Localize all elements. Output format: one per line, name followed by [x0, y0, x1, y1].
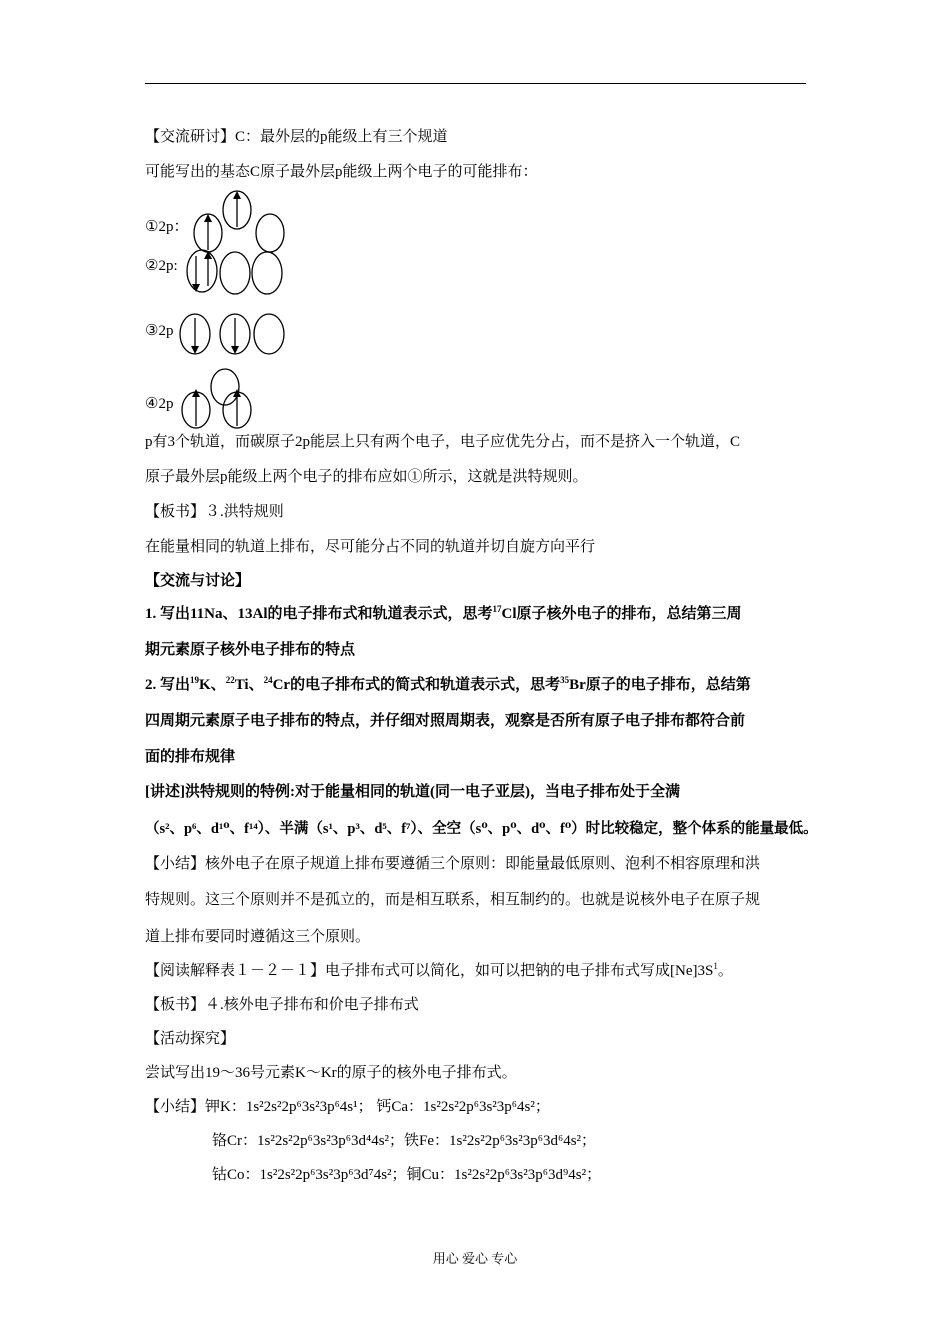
reading-line: 【阅读解释表１－２－１】电子排布式可以简化，如可以把钠的电子排布式写成$[Ne]3S^1$。 — [145, 961, 733, 979]
orbital-diagram-4 — [182, 369, 251, 428]
section-heading: 【交流与讨论】 — [145, 573, 251, 589]
config-line-2: 铬Cr：1s²2s²2p⁶3s²3p⁶3d⁴4s²；铁Fe：1s²2s²2p⁶3s²3p⁶3d⁶4s²； — [212, 1133, 597, 1149]
summary-line-2: 特规则。这三个原则并不是孤立的，而是相互联系，相互制约的。也就是说核外电子在原子规 — [145, 892, 761, 908]
summary-line-1: 【小结】核外电子在原子规道上排布要遵循三个原则：即能量最低原则、泡利不相容原理和洪 — [145, 856, 761, 872]
header-rule — [145, 83, 806, 84]
board-line: 【板书】４.核外电子排布和价电子排布式 — [145, 997, 419, 1013]
activity-task: 尝试写出19～36号元素K～Kr的原子的核外电子排布式。 — [145, 1065, 517, 1081]
orbital-diagram-2 — [187, 250, 282, 294]
question-2-line-3: 面的排布规律 — [145, 749, 236, 765]
diagram-label-3: ③2p — [145, 323, 174, 339]
text-line: 【板书】３.洪特规则 — [145, 504, 284, 520]
page-footer: 用心 爱心 专心 — [432, 1251, 518, 1266]
question-2-line-1: 2. 写出$^{19}$K、$^{22}$Ti、$^{24}$Cr的电子排布式的简式和轨道表示式，思考$^{35}$Br原子的电子排布，总结第 — [145, 675, 751, 693]
config-line-1: 【小结】钾K：1s²2s²2p⁶3s²3p⁶4s¹； 钙Ca：1s²2s²2p⁶3s²3p⁶4s²； — [145, 1099, 550, 1115]
activity-heading: 【活动探究】 — [145, 1031, 236, 1047]
config-line-3: 钴Co：1s²2s²2p⁶3s²3p⁶3d⁷4s²；铜Cu：1s²2s²2p⁶3s²3p⁶3d⁹4s²； — [212, 1167, 602, 1183]
lecture-line-2: （s²、p⁶、d¹⁰、f¹⁴）、半满（s¹、p³、d⁵、f⁷）、全空（s⁰、p⁰、d⁰、f⁰）时比较稳定，整个体系的能量最低。 — [145, 821, 818, 837]
question-1-line-2: 期元素原子核外电子排布的特点 — [145, 642, 356, 658]
text-line: 【交流研讨】C：最外层的p能级上有三个规道 — [145, 129, 448, 145]
question-2-line-2: 四周期元素原子电子排布的特点，并仔细对照周期表，观察是否所有原子电子排布都符合前 — [145, 713, 746, 729]
text-line: p有3个轨道，而碳原子2p能层上只有两个电子，电子应优先分占，而不是挤入一个轨道，C — [145, 434, 741, 450]
question-1-line-1: 1. 写出11Na、13Al的电子排布式和轨道表示式，思考$^{17}$Cl原子核外电子的排布，总结第三周 — [145, 604, 742, 622]
orbital-diagram-1 — [194, 191, 284, 252]
diagram-label-2: ②2p: — [145, 258, 178, 274]
text-line: 可能写出的基态C原子最外层p能级上两个电子的可能排布： — [145, 164, 538, 180]
diagram-label-4: ④2p — [145, 396, 174, 412]
text-line: 原子最外层p能级上两个电子的排布应如①所示，这就是洪特规则。 — [145, 469, 588, 485]
summary-line-3: 道上排布要同时遵循这三个原则。 — [145, 929, 371, 945]
diagram-label-1: ①2p： — [145, 219, 189, 235]
lecture-line-1: [讲述]洪特规则的特例:对于能量相同的轨道(同一电子亚层)，当电子排布处于全满 — [145, 784, 680, 800]
orbital-diagram-3 — [180, 314, 284, 354]
text-line: 在能量相同的轨道上排布，尽可能分占不同的轨道并切自旋方向平行 — [145, 539, 596, 555]
